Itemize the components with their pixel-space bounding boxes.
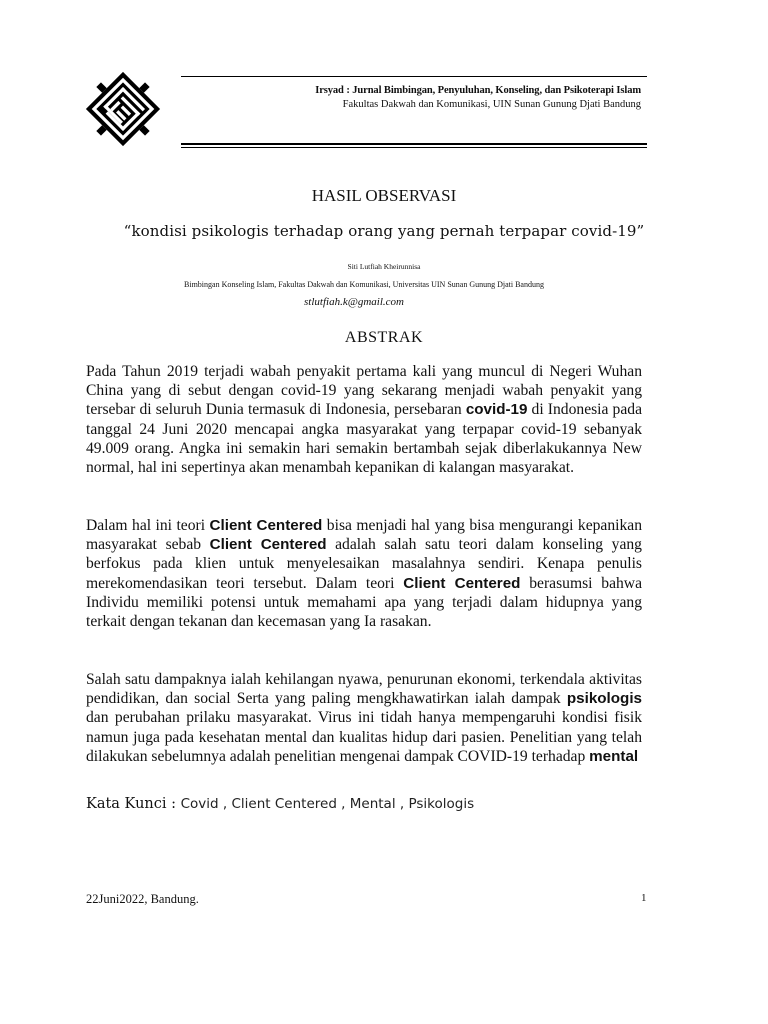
journal-name: Irsyad : Jurnal Bimbingan, Penyuluhan, Konseling, dan Psikoterapi Islam (315, 85, 641, 96)
document-subtitle: “kondisi psikologis terhadap orang yang pernah terpapar covid-19” (123, 222, 645, 240)
bold-term: psikologis (566, 690, 642, 708)
document-title: HASIL OBSERVASI (311, 186, 457, 205)
bold-term: Client Centered (209, 536, 327, 554)
header-bottom-rule (181, 143, 647, 145)
keywords-value: Covid , Client Centered , Mental , Psikologis (180, 796, 475, 812)
bold-term: covid-19 (465, 401, 528, 419)
abstract-heading: ABSTRAK (344, 329, 424, 346)
author-affiliation: Bimbingan Konseling Islam, Fakultas Dakwah dan Komunikasi, Universitas UIN Sunan Gunung Djati Bandung (184, 280, 544, 289)
paragraph-text: bisa menjadi hal yang bisa mengurangi kepanikan masyarakat sebab (86, 517, 642, 554)
header-top-rule (181, 76, 647, 77)
kufic-square-logo-icon (82, 68, 164, 150)
paragraph-text: adalah salah satu teori dalam konseling yang berfokus pada klien untuk menyelesaikan masalahnya sendiri. Kenapa penulis merekomendasikan teori tersebut. Dalam teori (86, 536, 642, 592)
paragraph-text: Dalam hal ini teori (86, 517, 210, 534)
bold-term: mental (589, 747, 639, 765)
bold-term: Client Centered (403, 574, 521, 592)
abstract-paragraph-1 (86, 362, 642, 477)
author-name: Siti Lutfiah Kheirunnisa (347, 262, 421, 271)
author-email: stlutfiah.k@gmail.com (304, 296, 404, 308)
abstract-paragraph-3 (86, 670, 642, 766)
header-bottom-rule-thin (181, 147, 647, 148)
bold-term: Client Centered (209, 517, 323, 534)
paragraph-text: Salah satu dampaknya ialah kehilangan nyawa, penurunan ekonomi, terkendala aktivitas pendidikan, dan social Serta yang paling mengkhawatirkan ialah dampak (86, 671, 642, 708)
keywords (86, 796, 474, 812)
page-number: 1 (641, 892, 647, 904)
keywords-label: Kata Kunci : (86, 796, 181, 812)
paragraph-text: di Indonesia pada tanggal 24 Juni 2020 mencapai angka masyarakat yang terpapar covid-19 sebanyak 49.009 orang. Angka ini semakin hari semakin bertambah sejak diberlakukannya New normal, hal ini sepertinya akan menambah kepanikan di kalangan masyarakat. (86, 401, 642, 477)
abstract-paragraph-2 (86, 516, 642, 631)
footer-date: 22Juni2022, Bandung. (86, 892, 199, 906)
faculty-name: Fakultas Dakwah dan Komunikasi, UIN Sunan Gunung Djati Bandung (342, 99, 641, 110)
paragraph-text: berasumsi bahwa Individu memiliki potensi untuk memahami apa yang terjadi dalam hidupnya yang terkait dengan tekanan dan kecemasan yang Ia rasakan. (86, 574, 642, 631)
paragraph-text: Pada Tahun 2019 terjadi wabah penyakit pertama kali yang muncul di Negeri Wuhan China yang di sebut dengan covid-19 yang sekarang menjadi wabah penyakit yang tersebar di seluruh Dunia termasuk di Indonesia, persebaran (86, 363, 642, 419)
paragraph-text: dan perubahan prilaku masyarakat. Virus ini tidah hanya mempengaruhi kondisi fisik namun juga pada kesehatan mental dan kualitas hidup dari pasien. Penelitian yang telah dilakukan sebelumnya adalah penelitian mengenai dampak COVID-19 terhadap (86, 709, 642, 765)
